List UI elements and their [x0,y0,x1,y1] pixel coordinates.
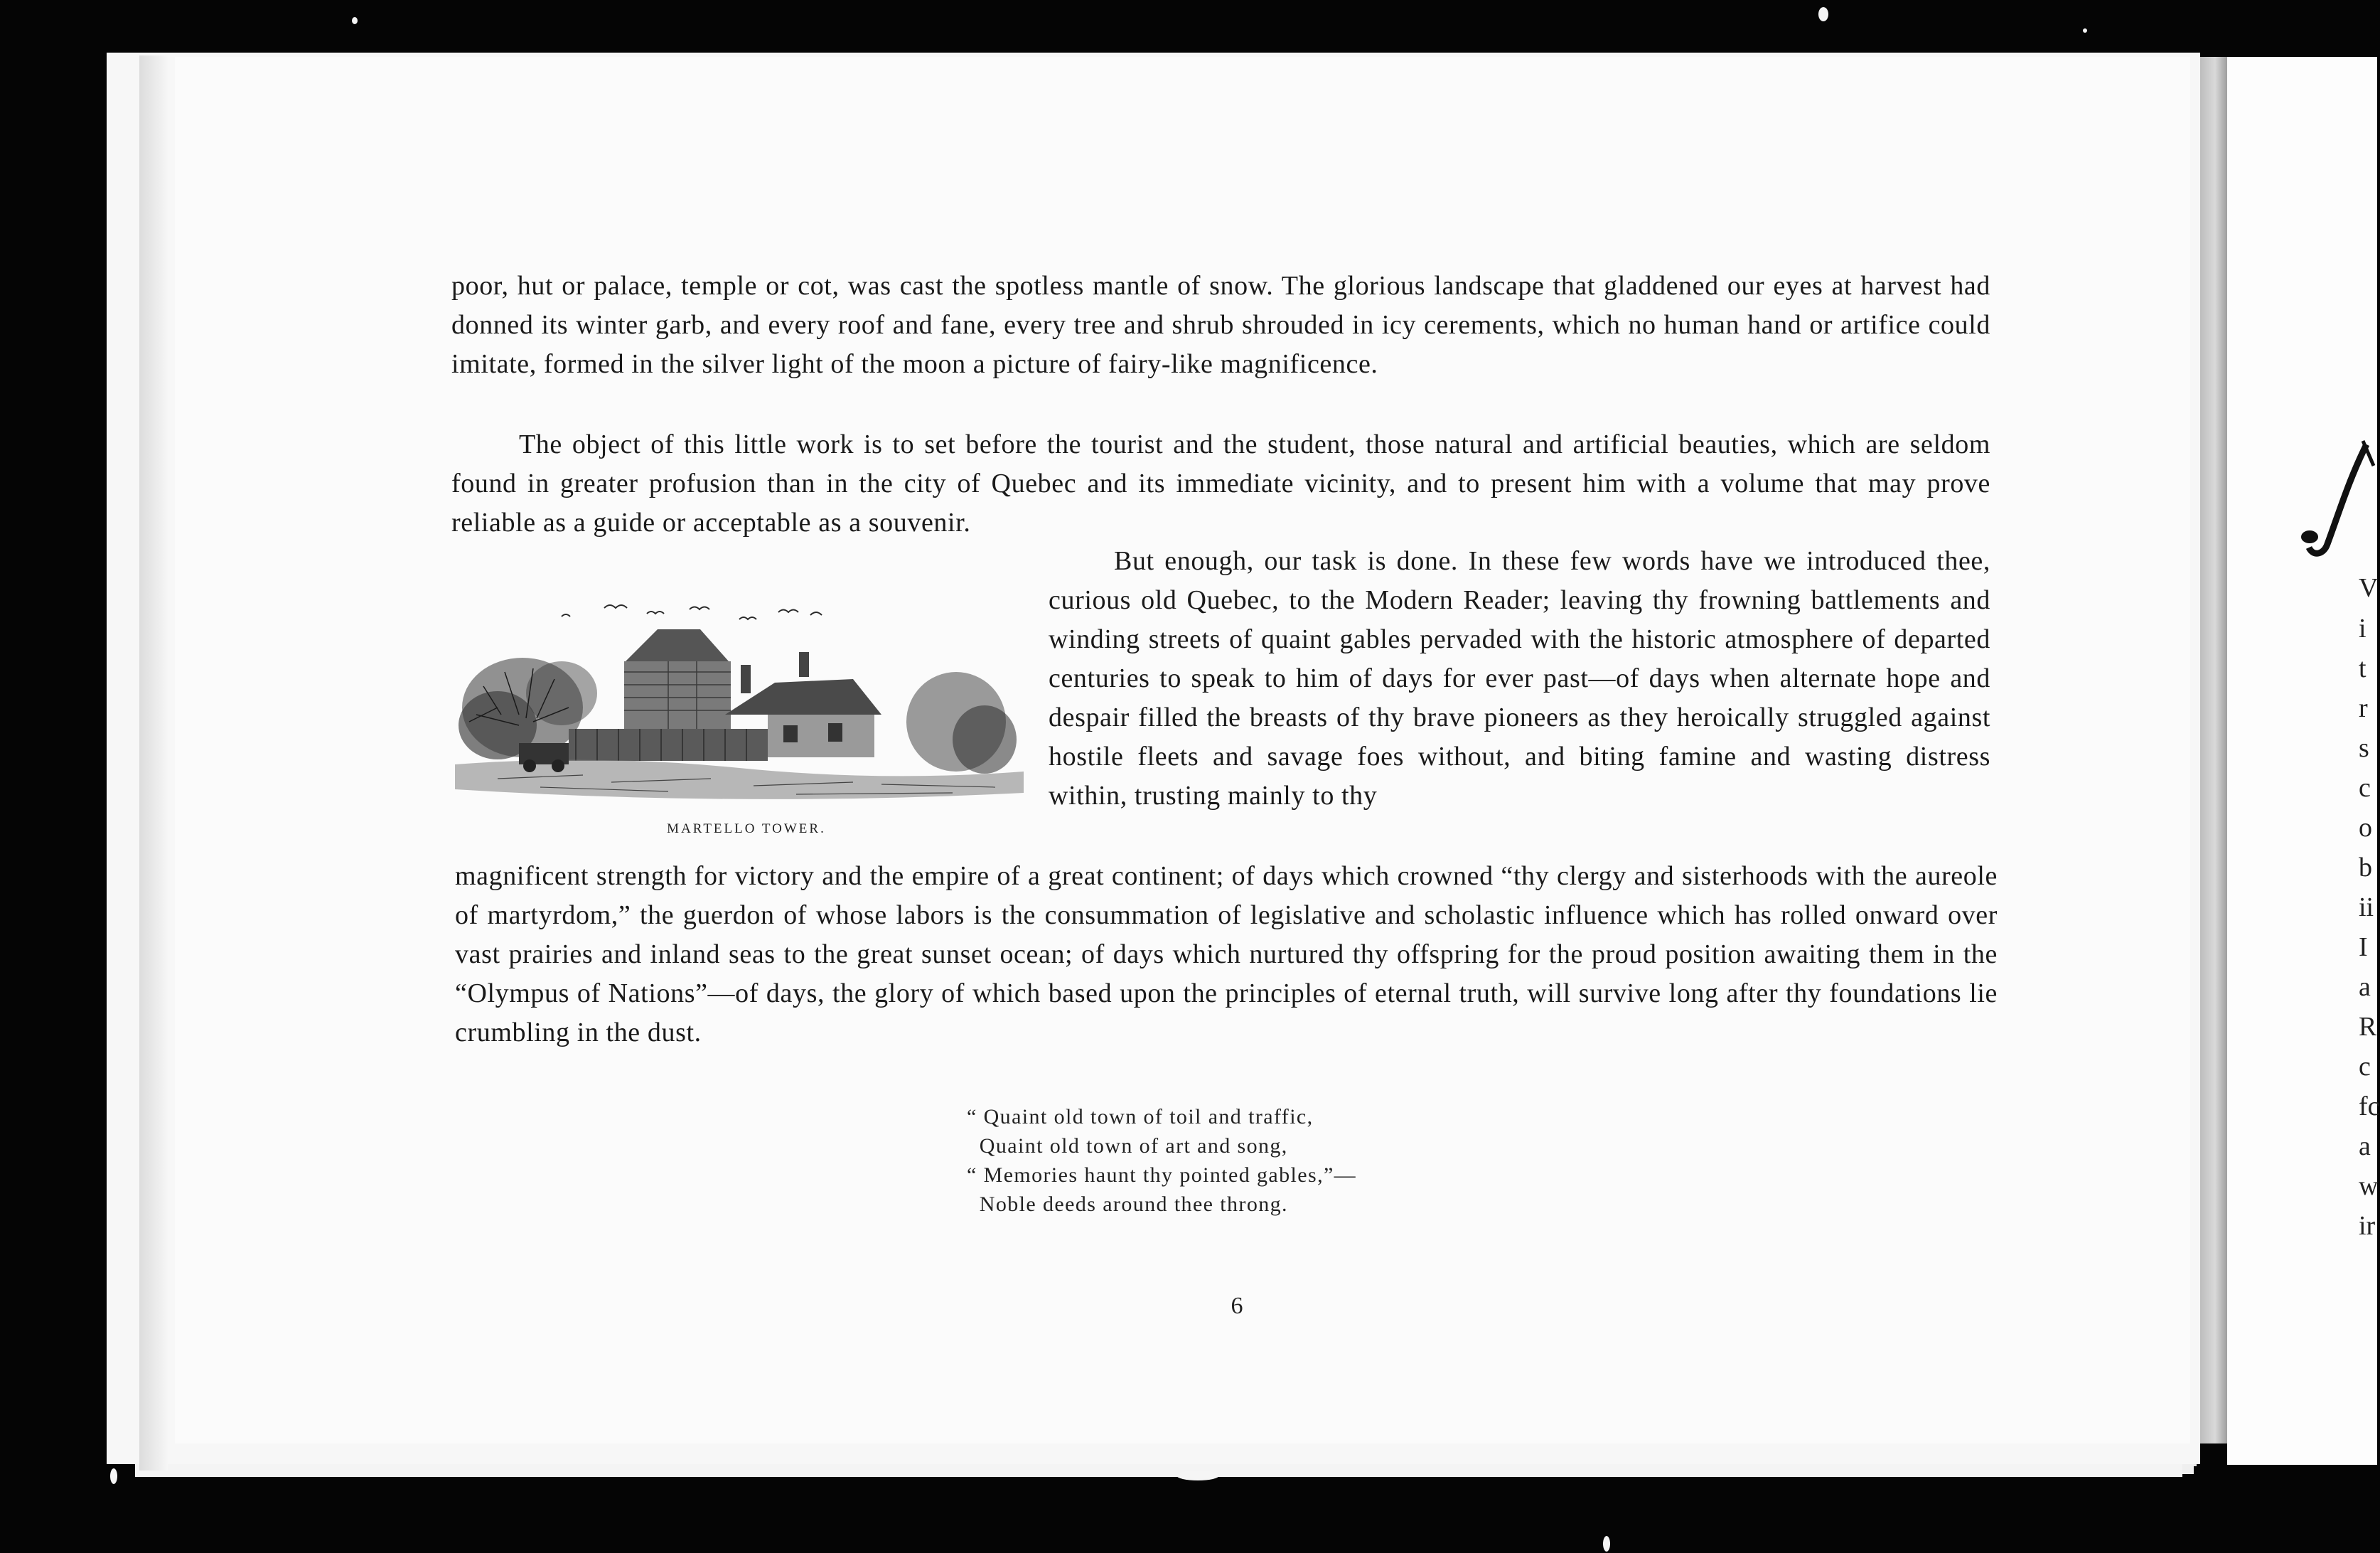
figure-caption: MARTELLO TOWER. [667,821,826,836]
paragraph-3-continued: magnificent strength for victory and the empire of a great continent; of days which crowned “thy clergy and sisterhoods with the aureole of martyrdom,” the guerdon of whose labors is the consummation of legislative and scholastic influence which has rolled onward over vast prairies and inland seas to the great sunset ocean; of days which nurtured thy offspring for the proud position awaiting them in the “Olympus of Nations”—of days, the glory of which based upon the principles of eternal truth, will survive long after thy foundations lie crumbling in the dust. [455,861,1998,1047]
facing-page-letter: R [2359,1012,2377,1042]
facing-page-letter: b [2359,853,2372,882]
facing-page-letter: fc [2359,1092,2380,1121]
poem-line: “ Quaint old town of toil and traffic, [967,1105,1314,1128]
facing-page-letter: o [2359,813,2372,843]
facing-page-letter: s [2359,733,2369,763]
facing-page-letter: c [2359,773,2371,803]
facing-page-letter: c [2359,1052,2371,1082]
page-number: 6 [1231,1293,1243,1319]
poem-line: Noble deeds around thee throng. [967,1192,1288,1216]
facing-page-letter: ir [2359,1211,2376,1241]
facing-page-letter: a [2359,1131,2371,1161]
poem-line: Quaint old town of art and song, [967,1134,1288,1158]
facing-page-letter: w [2359,1171,2379,1201]
facing-page [2227,57,2377,1465]
facing-page-letter: r [2359,693,2368,723]
martello-tower-engraving [455,601,1024,814]
dust-speck [352,17,358,24]
page-stack-edge [139,55,168,1471]
facing-page-letter: ii [2359,892,2374,922]
facing-page-letter: t [2359,653,2366,683]
dust-speck [2083,28,2087,33]
facing-page-letter: i [2359,614,2366,644]
dust-speck [1603,1536,1610,1552]
dust-speck [1176,1471,1219,1480]
facing-page-letter: a [2359,972,2371,1002]
paragraph-2: The object of this little work is to set before the tourist and the student, those natural and artificial beauties, which are seldom found in greater profusion than in the city of Quebec and its immediate vicinity, and to present him with a volume that may prove reliable as a guide or acceptable as a souvenir. [451,429,1990,538]
facing-page-letter: V [2359,573,2379,603]
decorative-initial-flourish [2299,437,2377,572]
poem-line: “ Memories haunt thy pointed gables,”— [967,1163,1357,1187]
poem-quote [967,1102,1356,1219]
book-gutter [2200,57,2227,1443]
facing-page-letter: I [2359,932,2368,962]
paragraph-1: poor, hut or palace, temple or cot, was cast the spotless mantle of snow. The glorious landscape that gladdened our eyes at harvest had donned its winter garb, and every roof and fane, every tree and shrub shrouded in icy cerements, which no human hand or artifice could imitate, formed in the silver light of the moon a picture of fairy-like magnificence. [451,271,1990,379]
paragraph-3-wrapped: But enough, our task is done. In these few words have we introduced thee, curious old Quebec, to the Modern Reader; leaving thy frowning battlements and winding streets of quaint gables pervaded with the historic atmosphere of departed centuries to speak to him of days for ever past—of days when alternate hope and despair filled the breasts of thy brave pioneers as they heroically struggled against hostile fleets and savage foes without, and biting famine and wasting distress within, trusting mainly to thy [1049,546,1990,811]
dust-speck [1818,7,1828,21]
martello-tower-illustration [455,601,1024,814]
dust-speck [110,1468,117,1484]
